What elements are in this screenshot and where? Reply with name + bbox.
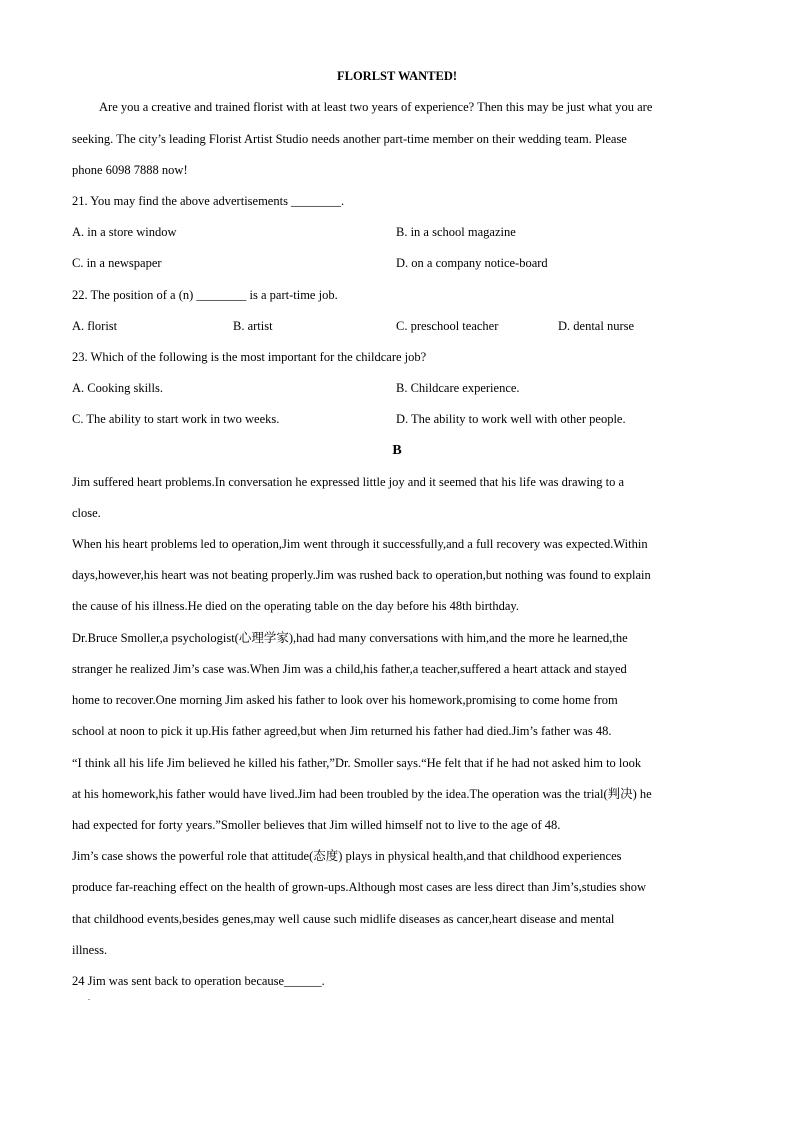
footer-mark: . xyxy=(88,993,90,1002)
question-22-stem: 22. The position of a (n) ________ is a part-time job. xyxy=(72,288,338,302)
passage-b-line: Jim’s case shows the powerful role that attitude(态度) plays in physical health,and that childhood experiences xyxy=(72,849,622,863)
question-23-option-d: D. The ability to work well with other people. xyxy=(396,412,626,426)
question-22-option-a: A. florist xyxy=(72,319,118,333)
passage-b-line: home to recover.One morning Jim asked his father to look over his homework,promising to come home from xyxy=(72,693,618,707)
passage-b-line: produce far-reaching effect on the health of grown-ups.Although most cases are less direct than Jim’s,studies show xyxy=(72,880,647,894)
passage-b-line: school at noon to pick it up.His father agreed,but when Jim returned his father had died.Jim’s father was 48. xyxy=(72,724,612,738)
question-21-stem: 21. You may find the above advertisements ________. xyxy=(72,194,345,208)
passage-a-line: Are you a creative and trained florist with at least two years of experience? Then this may be just what you are xyxy=(99,100,653,114)
question-21-option-b: B. in a school magazine xyxy=(396,225,516,239)
question-24-stem: 24 Jim was sent back to operation because______. xyxy=(72,974,325,988)
passage-b-line: at his homework,his father would have lived.Jim had been troubled by the idea.The operation was the trial(判决) he xyxy=(72,787,652,801)
passage-b-heading: B xyxy=(392,443,402,458)
passage-b-line: had expected for forty years.”Smoller believes that Jim willed himself not to live to the age of 48. xyxy=(72,818,561,832)
question-22-option-c: C. preschool teacher xyxy=(396,319,499,333)
question-23-stem: 23. Which of the following is the most important for the childcare job? xyxy=(72,350,427,364)
question-21-option-d: D. on a company notice-board xyxy=(396,256,548,270)
passage-b-line: stranger he realized Jim’s case was.When Jim was a child,his father,a teacher,suffered a heart attack and stayed xyxy=(72,662,627,676)
question-22-option-b: B. artist xyxy=(233,319,273,333)
passage-b-line: Jim suffered heart problems.In conversation he expressed little joy and it seemed that his life was drawing to a xyxy=(72,475,625,489)
passage-b-line: illness. xyxy=(72,943,108,957)
passage-b-line: Dr.Bruce Smoller,a psychologist(心理学家),had had many conversations with him,and the more he learned,the xyxy=(72,631,628,645)
question-22-option-d: D. dental nurse xyxy=(558,319,635,333)
question-21-option-a: A. in a store window xyxy=(72,225,177,239)
passage-b-line: the cause of his illness.He died on the operating table on the day before his 48th birthday. xyxy=(72,599,519,613)
passage-b-line: “I think all his life Jim believed he killed his father,”Dr. Smoller says.“He felt that if he had not asked him to look xyxy=(72,756,642,770)
question-23-option-c: C. The ability to start work in two weeks. xyxy=(72,412,280,426)
passage-a-line: seeking. The city’s leading Florist Artist Studio needs another part-time member on their wedding team. Please xyxy=(72,132,627,146)
passage-b-line: that childhood events,besides genes,may well cause such midlife diseases as cancer,heart disease and mental xyxy=(72,912,615,926)
passage-a-title: FLORLST WANTED! xyxy=(336,69,458,83)
passage-a-line: phone 6098 7888 now! xyxy=(72,163,188,177)
question-23-option-a: A. Cooking skills. xyxy=(72,381,163,395)
question-21-option-c: C. in a newspaper xyxy=(72,256,162,270)
passage-b-line: When his heart problems led to operation,Jim went through it successfully,and a full recovery was expected.Within xyxy=(72,537,648,551)
passage-b-line: close. xyxy=(72,506,101,520)
passage-b-line: days,however,his heart was not beating properly.Jim was rushed back to operation,but nothing was found to explain xyxy=(72,568,651,582)
question-23-option-b: B. Childcare experience. xyxy=(396,381,520,395)
